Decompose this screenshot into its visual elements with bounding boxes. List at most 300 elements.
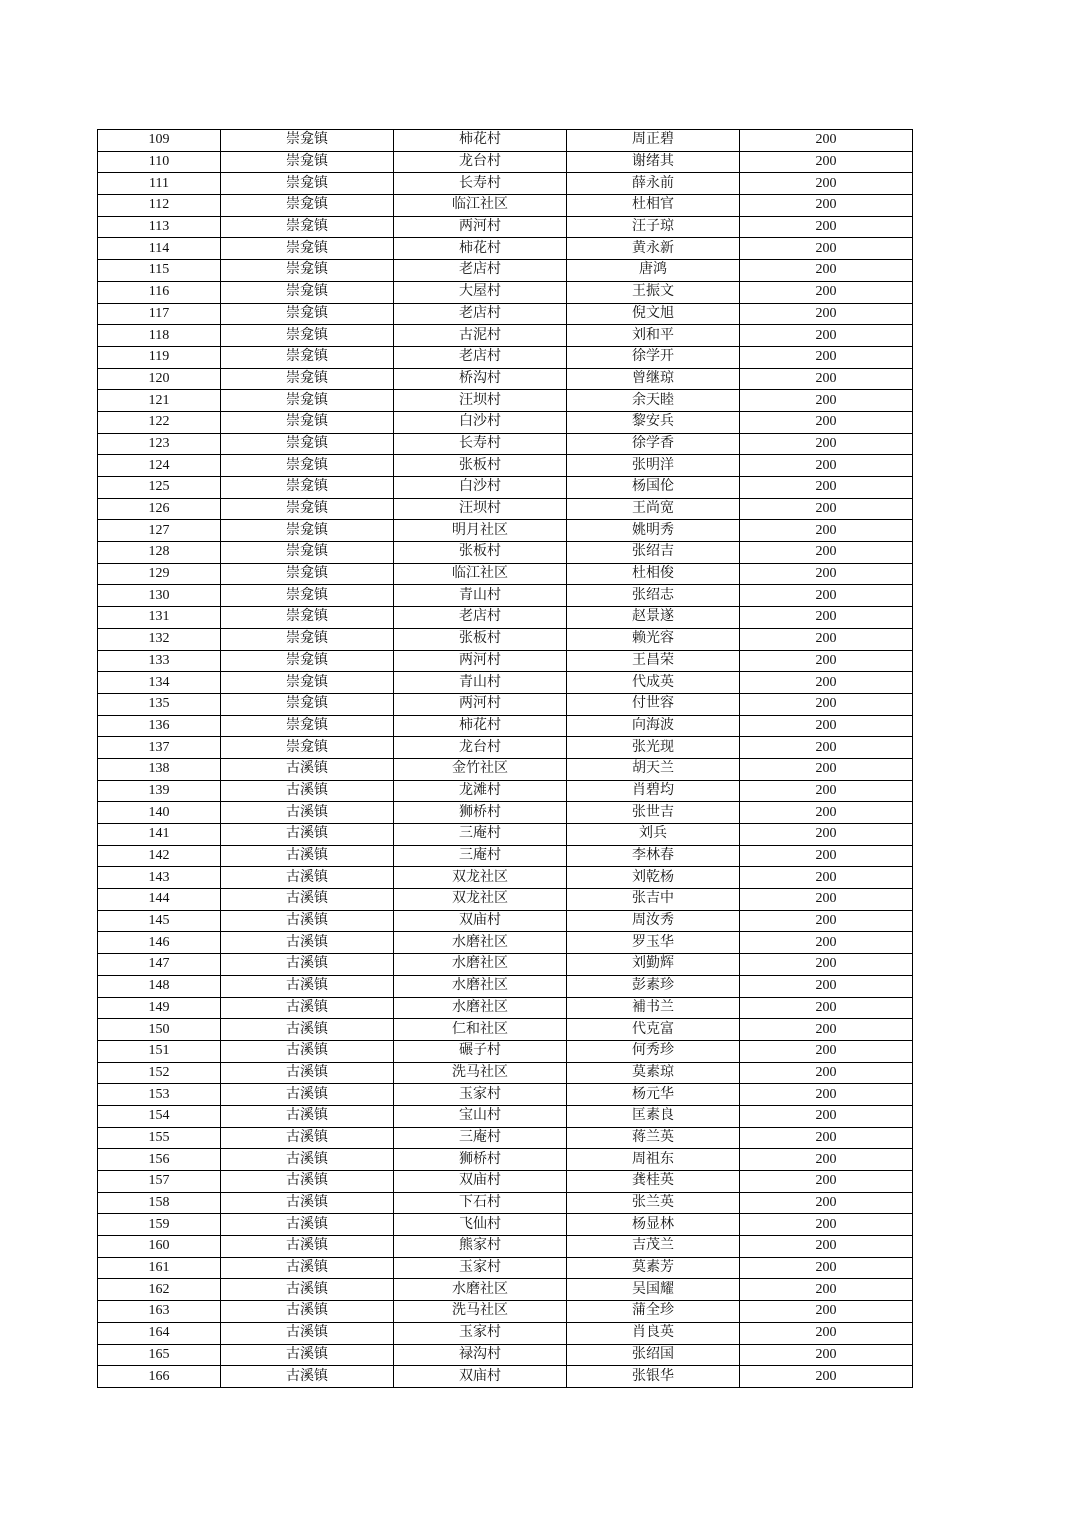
amount-cell: 200 <box>740 693 913 715</box>
village-cell: 熊家村 <box>394 1236 567 1258</box>
village-cell: 禄沟村 <box>394 1344 567 1366</box>
serial-number-cell: 154 <box>98 1105 221 1127</box>
village-cell: 仁和社区 <box>394 1019 567 1041</box>
village-cell: 青山村 <box>394 585 567 607</box>
serial-number-cell: 143 <box>98 867 221 889</box>
amount-cell: 200 <box>740 845 913 867</box>
town-cell: 古溪镇 <box>221 975 394 997</box>
person-name-cell: 蒋兰英 <box>567 1127 740 1149</box>
village-cell: 桥沟村 <box>394 368 567 390</box>
person-name-cell: 胡天兰 <box>567 758 740 780</box>
amount-cell: 200 <box>740 303 913 325</box>
village-cell: 玉家村 <box>394 1322 567 1344</box>
person-name-cell: 肖碧均 <box>567 780 740 802</box>
town-cell: 崇龛镇 <box>221 325 394 347</box>
person-name-cell: 罗玉华 <box>567 932 740 954</box>
person-name-cell: 周正碧 <box>567 130 740 152</box>
person-name-cell: 吉茂兰 <box>567 1236 740 1258</box>
table-row <box>98 1344 913 1366</box>
amount-cell: 200 <box>740 325 913 347</box>
town-cell: 古溪镇 <box>221 932 394 954</box>
village-cell: 老店村 <box>394 260 567 282</box>
person-name-cell: 杜相官 <box>567 195 740 217</box>
town-cell: 崇龛镇 <box>221 260 394 282</box>
table-row <box>98 954 913 976</box>
town-cell: 崇龛镇 <box>221 628 394 650</box>
amount-cell: 200 <box>740 542 913 564</box>
amount-cell: 200 <box>740 1344 913 1366</box>
table-row <box>98 390 913 412</box>
serial-number-cell: 140 <box>98 802 221 824</box>
serial-number-cell: 149 <box>98 997 221 1019</box>
table-row <box>98 1257 913 1279</box>
person-name-cell: 龚桂英 <box>567 1171 740 1193</box>
amount-cell: 200 <box>740 910 913 932</box>
amount-cell: 200 <box>740 368 913 390</box>
village-cell: 张板村 <box>394 542 567 564</box>
village-cell: 水磨社区 <box>394 997 567 1019</box>
amount-cell: 200 <box>740 216 913 238</box>
village-cell: 两河村 <box>394 216 567 238</box>
serial-number-cell: 121 <box>98 390 221 412</box>
amount-cell: 200 <box>740 1214 913 1236</box>
serial-number-cell: 111 <box>98 173 221 195</box>
amount-cell: 200 <box>740 346 913 368</box>
village-cell: 柿花村 <box>394 238 567 260</box>
table-row <box>98 997 913 1019</box>
person-name-cell: 赖光容 <box>567 628 740 650</box>
person-name-cell: 张绍国 <box>567 1344 740 1366</box>
town-cell: 崇龛镇 <box>221 151 394 173</box>
town-cell: 古溪镇 <box>221 1062 394 1084</box>
table-row <box>98 411 913 433</box>
table-row <box>98 715 913 737</box>
table-row <box>98 650 913 672</box>
serial-number-cell: 119 <box>98 346 221 368</box>
person-name-cell: 刘勤辉 <box>567 954 740 976</box>
table-row <box>98 780 913 802</box>
table-row <box>98 1279 913 1301</box>
serial-number-cell: 144 <box>98 889 221 911</box>
amount-cell: 200 <box>740 151 913 173</box>
village-cell: 白沙村 <box>394 411 567 433</box>
serial-number-cell: 155 <box>98 1127 221 1149</box>
amount-cell: 200 <box>740 975 913 997</box>
serial-number-cell: 137 <box>98 737 221 759</box>
village-cell: 三庵村 <box>394 845 567 867</box>
town-cell: 崇龛镇 <box>221 650 394 672</box>
person-name-cell: 赵景遂 <box>567 607 740 629</box>
table-row <box>98 195 913 217</box>
amount-cell: 200 <box>740 1040 913 1062</box>
village-cell: 三庵村 <box>394 824 567 846</box>
village-cell: 水磨社区 <box>394 975 567 997</box>
person-name-cell: 周祖东 <box>567 1149 740 1171</box>
town-cell: 古溪镇 <box>221 1257 394 1279</box>
table-row <box>98 1214 913 1236</box>
person-name-cell: 杨国伦 <box>567 477 740 499</box>
town-cell: 崇龛镇 <box>221 433 394 455</box>
village-cell: 下石村 <box>394 1192 567 1214</box>
village-cell: 三庵村 <box>394 1127 567 1149</box>
serial-number-cell: 134 <box>98 672 221 694</box>
table-body <box>98 130 913 1388</box>
town-cell: 崇龛镇 <box>221 563 394 585</box>
table-row <box>98 498 913 520</box>
village-cell: 两河村 <box>394 693 567 715</box>
amount-cell: 200 <box>740 1236 913 1258</box>
table-row <box>98 477 913 499</box>
serial-number-cell: 151 <box>98 1040 221 1062</box>
table-row <box>98 1084 913 1106</box>
town-cell: 古溪镇 <box>221 1019 394 1041</box>
serial-number-cell: 110 <box>98 151 221 173</box>
town-cell: 古溪镇 <box>221 1214 394 1236</box>
serial-number-cell: 118 <box>98 325 221 347</box>
person-name-cell: 黎安兵 <box>567 411 740 433</box>
village-cell: 汪坝村 <box>394 498 567 520</box>
serial-number-cell: 122 <box>98 411 221 433</box>
amount-cell: 200 <box>740 433 913 455</box>
person-name-cell: 刘和平 <box>567 325 740 347</box>
town-cell: 古溪镇 <box>221 997 394 1019</box>
table-row <box>98 845 913 867</box>
person-name-cell: 付世容 <box>567 693 740 715</box>
person-name-cell: 张明洋 <box>567 455 740 477</box>
serial-number-cell: 148 <box>98 975 221 997</box>
table-row <box>98 1019 913 1041</box>
village-cell: 双庙村 <box>394 1366 567 1388</box>
serial-number-cell: 136 <box>98 715 221 737</box>
town-cell: 古溪镇 <box>221 824 394 846</box>
serial-number-cell: 156 <box>98 1149 221 1171</box>
table-row <box>98 1366 913 1388</box>
amount-cell: 200 <box>740 1301 913 1323</box>
table-row <box>98 303 913 325</box>
town-cell: 古溪镇 <box>221 758 394 780</box>
amount-cell: 200 <box>740 715 913 737</box>
village-cell: 玉家村 <box>394 1257 567 1279</box>
amount-cell: 200 <box>740 650 913 672</box>
serial-number-cell: 124 <box>98 455 221 477</box>
village-cell: 碾子村 <box>394 1040 567 1062</box>
amount-cell: 200 <box>740 585 913 607</box>
person-name-cell: 補书兰 <box>567 997 740 1019</box>
village-cell: 狮桥村 <box>394 802 567 824</box>
person-name-cell: 肖良英 <box>567 1322 740 1344</box>
amount-cell: 200 <box>740 498 913 520</box>
town-cell: 崇龛镇 <box>221 737 394 759</box>
person-name-cell: 姚明秀 <box>567 520 740 542</box>
serial-number-cell: 135 <box>98 693 221 715</box>
village-cell: 金竹社区 <box>394 758 567 780</box>
town-cell: 古溪镇 <box>221 1040 394 1062</box>
table-row <box>98 1301 913 1323</box>
serial-number-cell: 131 <box>98 607 221 629</box>
village-cell: 双龙社区 <box>394 867 567 889</box>
village-cell: 明月社区 <box>394 520 567 542</box>
amount-cell: 200 <box>740 520 913 542</box>
table-row <box>98 216 913 238</box>
serial-number-cell: 117 <box>98 303 221 325</box>
amount-cell: 200 <box>740 802 913 824</box>
amount-cell: 200 <box>740 1192 913 1214</box>
town-cell: 崇龛镇 <box>221 585 394 607</box>
amount-cell: 200 <box>740 1257 913 1279</box>
serial-number-cell: 166 <box>98 1366 221 1388</box>
person-name-cell: 张世吉 <box>567 802 740 824</box>
person-name-cell: 黄永新 <box>567 238 740 260</box>
table-row <box>98 520 913 542</box>
village-cell: 青山村 <box>394 672 567 694</box>
amount-cell: 200 <box>740 1171 913 1193</box>
serial-number-cell: 141 <box>98 824 221 846</box>
table-row <box>98 260 913 282</box>
table-row <box>98 1105 913 1127</box>
town-cell: 崇龛镇 <box>221 173 394 195</box>
table-row <box>98 1171 913 1193</box>
town-cell: 崇龛镇 <box>221 498 394 520</box>
amount-cell: 200 <box>740 455 913 477</box>
amount-cell: 200 <box>740 1105 913 1127</box>
amount-cell: 200 <box>740 173 913 195</box>
serial-number-cell: 147 <box>98 954 221 976</box>
town-cell: 崇龛镇 <box>221 281 394 303</box>
person-name-cell: 张光现 <box>567 737 740 759</box>
table-row <box>98 325 913 347</box>
person-name-cell: 彭素珍 <box>567 975 740 997</box>
person-name-cell: 杨显林 <box>567 1214 740 1236</box>
town-cell: 古溪镇 <box>221 1149 394 1171</box>
amount-cell: 200 <box>740 477 913 499</box>
town-cell: 古溪镇 <box>221 954 394 976</box>
village-cell: 汪坝村 <box>394 390 567 412</box>
table-row <box>98 455 913 477</box>
person-name-cell: 向海波 <box>567 715 740 737</box>
person-name-cell: 余天睦 <box>567 390 740 412</box>
table-row <box>98 737 913 759</box>
table-row <box>98 672 913 694</box>
table-row <box>98 932 913 954</box>
town-cell: 崇龛镇 <box>221 130 394 152</box>
village-cell: 狮桥村 <box>394 1149 567 1171</box>
amount-cell: 200 <box>740 1062 913 1084</box>
town-cell: 崇龛镇 <box>221 411 394 433</box>
village-cell: 临江社区 <box>394 563 567 585</box>
table-row <box>98 975 913 997</box>
village-cell: 水磨社区 <box>394 954 567 976</box>
village-cell: 龙滩村 <box>394 780 567 802</box>
town-cell: 古溪镇 <box>221 889 394 911</box>
amount-cell: 200 <box>740 281 913 303</box>
person-name-cell: 何秀珍 <box>567 1040 740 1062</box>
table-row <box>98 238 913 260</box>
serial-number-cell: 138 <box>98 758 221 780</box>
town-cell: 古溪镇 <box>221 1344 394 1366</box>
town-cell: 古溪镇 <box>221 867 394 889</box>
town-cell: 崇龛镇 <box>221 715 394 737</box>
village-cell: 双庙村 <box>394 910 567 932</box>
amount-cell: 200 <box>740 195 913 217</box>
table-row <box>98 368 913 390</box>
person-name-cell: 曾继琼 <box>567 368 740 390</box>
village-cell: 水磨社区 <box>394 932 567 954</box>
village-cell: 老店村 <box>394 303 567 325</box>
table-row <box>98 542 913 564</box>
table-row <box>98 1192 913 1214</box>
village-cell: 临江社区 <box>394 195 567 217</box>
village-cell: 洗马社区 <box>394 1062 567 1084</box>
amount-cell: 200 <box>740 390 913 412</box>
village-cell: 张板村 <box>394 455 567 477</box>
amount-cell: 200 <box>740 889 913 911</box>
village-cell: 张板村 <box>394 628 567 650</box>
serial-number-cell: 157 <box>98 1171 221 1193</box>
person-name-cell: 汪子琼 <box>567 216 740 238</box>
amount-cell: 200 <box>740 1322 913 1344</box>
person-name-cell: 杜相俊 <box>567 563 740 585</box>
amount-cell: 200 <box>740 238 913 260</box>
subsidy-list-table <box>97 129 913 1388</box>
town-cell: 古溪镇 <box>221 780 394 802</box>
serial-number-cell: 125 <box>98 477 221 499</box>
serial-number-cell: 129 <box>98 563 221 585</box>
village-cell: 柿花村 <box>394 715 567 737</box>
serial-number-cell: 116 <box>98 281 221 303</box>
person-name-cell: 张吉中 <box>567 889 740 911</box>
serial-number-cell: 150 <box>98 1019 221 1041</box>
village-cell: 飞仙村 <box>394 1214 567 1236</box>
village-cell: 长寿村 <box>394 433 567 455</box>
serial-number-cell: 120 <box>98 368 221 390</box>
table-row <box>98 867 913 889</box>
person-name-cell: 王昌荣 <box>567 650 740 672</box>
serial-number-cell: 163 <box>98 1301 221 1323</box>
village-cell: 两河村 <box>394 650 567 672</box>
serial-number-cell: 127 <box>98 520 221 542</box>
serial-number-cell: 159 <box>98 1214 221 1236</box>
person-name-cell: 匡素良 <box>567 1105 740 1127</box>
table-row <box>98 889 913 911</box>
amount-cell: 200 <box>740 1127 913 1149</box>
table-row <box>98 281 913 303</box>
amount-cell: 200 <box>740 932 913 954</box>
table-row <box>98 1149 913 1171</box>
person-name-cell: 张绍吉 <box>567 542 740 564</box>
town-cell: 古溪镇 <box>221 1322 394 1344</box>
town-cell: 古溪镇 <box>221 1301 394 1323</box>
person-name-cell: 杨元华 <box>567 1084 740 1106</box>
amount-cell: 200 <box>740 563 913 585</box>
person-name-cell: 王尚宽 <box>567 498 740 520</box>
serial-number-cell: 114 <box>98 238 221 260</box>
serial-number-cell: 115 <box>98 260 221 282</box>
town-cell: 古溪镇 <box>221 802 394 824</box>
table-row <box>98 130 913 152</box>
town-cell: 古溪镇 <box>221 1105 394 1127</box>
town-cell: 崇龛镇 <box>221 693 394 715</box>
person-name-cell: 刘兵 <box>567 824 740 846</box>
amount-cell: 200 <box>740 1366 913 1388</box>
village-cell: 龙台村 <box>394 737 567 759</box>
town-cell: 古溪镇 <box>221 1127 394 1149</box>
person-name-cell: 徐学香 <box>567 433 740 455</box>
town-cell: 崇龛镇 <box>221 303 394 325</box>
town-cell: 崇龛镇 <box>221 390 394 412</box>
town-cell: 崇龛镇 <box>221 368 394 390</box>
table-row <box>98 585 913 607</box>
table-row <box>98 1127 913 1149</box>
table-row <box>98 1322 913 1344</box>
person-name-cell: 张兰英 <box>567 1192 740 1214</box>
town-cell: 崇龛镇 <box>221 216 394 238</box>
serial-number-cell: 152 <box>98 1062 221 1084</box>
amount-cell: 200 <box>740 780 913 802</box>
village-cell: 柿花村 <box>394 130 567 152</box>
town-cell: 古溪镇 <box>221 1171 394 1193</box>
village-cell: 白沙村 <box>394 477 567 499</box>
table-row <box>98 758 913 780</box>
amount-cell: 200 <box>740 737 913 759</box>
village-cell: 古泥村 <box>394 325 567 347</box>
serial-number-cell: 160 <box>98 1236 221 1258</box>
person-name-cell: 莫素芳 <box>567 1257 740 1279</box>
person-name-cell: 莫素琼 <box>567 1062 740 1084</box>
amount-cell: 200 <box>740 1019 913 1041</box>
town-cell: 崇龛镇 <box>221 672 394 694</box>
town-cell: 崇龛镇 <box>221 195 394 217</box>
table-row <box>98 607 913 629</box>
town-cell: 崇龛镇 <box>221 455 394 477</box>
town-cell: 古溪镇 <box>221 1236 394 1258</box>
table-row <box>98 563 913 585</box>
serial-number-cell: 132 <box>98 628 221 650</box>
amount-cell: 200 <box>740 1149 913 1171</box>
town-cell: 古溪镇 <box>221 1279 394 1301</box>
serial-number-cell: 158 <box>98 1192 221 1214</box>
table-row <box>98 1062 913 1084</box>
person-name-cell: 代克富 <box>567 1019 740 1041</box>
village-cell: 龙台村 <box>394 151 567 173</box>
table-row <box>98 173 913 195</box>
serial-number-cell: 112 <box>98 195 221 217</box>
table-row <box>98 1236 913 1258</box>
person-name-cell: 薛永前 <box>567 173 740 195</box>
table-row <box>98 1040 913 1062</box>
amount-cell: 200 <box>740 672 913 694</box>
town-cell: 崇龛镇 <box>221 238 394 260</box>
village-cell: 玉家村 <box>394 1084 567 1106</box>
amount-cell: 200 <box>740 260 913 282</box>
table-row <box>98 802 913 824</box>
person-name-cell: 唐鸿 <box>567 260 740 282</box>
amount-cell: 200 <box>740 758 913 780</box>
person-name-cell: 张绍志 <box>567 585 740 607</box>
serial-number-cell: 164 <box>98 1322 221 1344</box>
amount-cell: 200 <box>740 1279 913 1301</box>
serial-number-cell: 161 <box>98 1257 221 1279</box>
person-name-cell: 徐学开 <box>567 346 740 368</box>
amount-cell: 200 <box>740 130 913 152</box>
serial-number-cell: 109 <box>98 130 221 152</box>
table-row <box>98 628 913 650</box>
serial-number-cell: 139 <box>98 780 221 802</box>
town-cell: 古溪镇 <box>221 1366 394 1388</box>
town-cell: 崇龛镇 <box>221 520 394 542</box>
serial-number-cell: 133 <box>98 650 221 672</box>
amount-cell: 200 <box>740 607 913 629</box>
serial-number-cell: 165 <box>98 1344 221 1366</box>
